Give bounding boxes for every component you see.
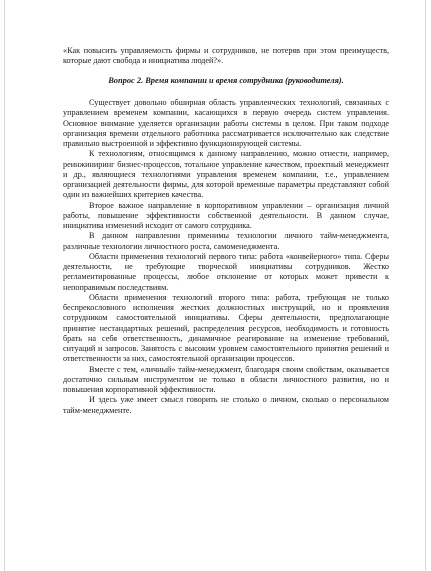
paragraph-conclusion: И здесь уже имеет смысл говорить не столько о личном, сколько о персональном тайм-менеджменте. — [63, 395, 389, 415]
paragraph-first-type-scope: Области применения технологий первого типа: работа «конвейерного» типа. Сферы деятельности, не требующие творческой инициативы сотрудников. Жестко регламентированные процессы, любое отклонение от которых может привести к непоправимым последствиям. — [63, 251, 389, 292]
opening-quote: «Как повысить управляемость фирмы и сотрудников, не потеряв при этом преимуществ, которые дают свобода и инициатива людей?». — [63, 46, 389, 66]
paragraph-second-direction: Второе важное направление в корпоративном управлении – организация личной работы, повышение эффективности собственной деятельности. В данном случае, инициатива изменений исходит от самого сотрудника. — [63, 200, 389, 230]
document-page — [4, 0, 426, 571]
paragraph-personal-time-management: В данном направлении применимы технологии личного тайм-менеджмента, различные технологии личностного роста, самоменеджмента. — [63, 231, 389, 251]
paragraph-time-management-technologies: Существует довольно обширная область управленческих технологий, связанных с управлением временем компании, касающихся в первую очередь систем управления. Основное внимание уделяется организации работы системы в целом. При таком подходе организация времени отдельного работника рассматривается исключительно как следствие правильно выстроенной и эффективно функционирующей системы. — [63, 98, 389, 148]
paragraph-personal-effectiveness: Вместе с тем, «личный» тайм-менеджмент, благодаря своим свойствам, оказывается достаточно сильным инструментом не только в области личностного развития, но и повышения корпоративной эффективности. — [63, 364, 389, 394]
paragraph-second-type-scope: Области применения технологий второго типа: работа, требующая не только беспрекословного исполнения жестких должностных инструкций, но и проявления сотрудником самостоятельной инициативы. Сферы деятельности, предполагающие принятие нестандартных решений, распределения ресурсов, необходимость и готовность брать на себя ответственность, динамичное реагирование на изменение требований, ситуаций и запросов. Занятость с высоким уровнем самостоятельного принятия решений и ответственности за них, самостоятельной организации процессов. — [63, 292, 389, 364]
paragraph-technology-examples: К технологиям, относящимся к данному направлению, можно отнести, например, реинжиниринг бизнес-процессов, тотальное управление качеством, проектный менеджмент и др., являющиеся технологиями управления временем компании, т.е., управлением организацией деятельности фирмы, для которой временные параметры представляют собой один из важнейших критериев качества. — [63, 149, 389, 200]
section-heading: Вопрос 2. Время компании и время сотрудника (руководителя). — [108, 75, 344, 85]
page-content — [63, 46, 389, 416]
